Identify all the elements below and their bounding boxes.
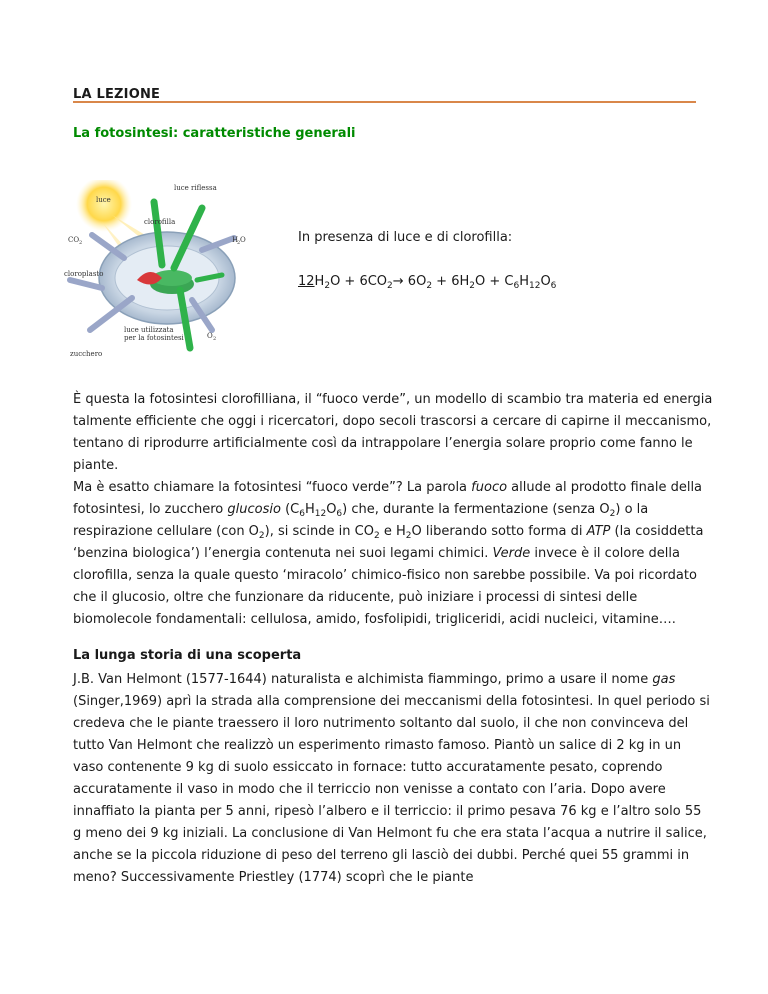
svg-text:luce utilizzata: luce utilizzata [124, 326, 174, 334]
paragraph-van-helmont: J.B. Van Helmont (1577-1644) naturalista e alchimista fiammingo, primo a usare il nome gas (Singer,1969) aprì la strada alla comprensione dei meccanismi della fotosintesi. In quel periodo si credeva che le piante traessero il loro nutrimento soltanto dal suolo, il che non convinceva del tutto Van Helmont che realizzò un esperimento rimasto famoso. Piantò un salice di 2 kg in un vaso contenente 9 kg di suolo essiccato in fornace: tutto accuratamente pesato, coprendo accuratamente il vaso in modo che il terriccio non venisse a contato con l’aria. Dopo avere innaffiato la pianta per 5 anni, ripesò l’albero e il terriccio: il primo pesava 76 kg e l’altro solo 55 g meno dei 9 kg iniziali. La conclusione di Van Helmont fu che era stata l’acqua a nutrire il salice, anche se la piccola riduzione di peso del terreno gli lasciò dei dubbi. Perché quei 55 grammi in meno? Successivamente Priestley (1774) scoprì che le piante [73, 672, 710, 885]
title-divider [73, 101, 696, 103]
svg-text:2: 2 [79, 240, 83, 246]
svg-text:O: O [240, 236, 246, 244]
svg-text:zucchero: zucchero [70, 350, 103, 358]
svg-text:2: 2 [237, 240, 241, 246]
svg-text:clorofilla: clorofilla [144, 218, 176, 226]
photosynthesis-equation: $12H_2O + 6CO_2\to 6O_2 + 6H_2O + C_6H_{12}O_6$ [298, 274, 557, 291]
paragraph-fuoco-verde: È questa la fotosintesi clorofilliana, il “fuoco verde”, un modello di scambio tra materia ed energia talmente efficiente che oggi i ricercatori, dopo secoli trascorsi a cercare di capirne il meccanismo, tentano di riprodurre artificialmente così da intrappolare l’energia solare proprio come fanno le piante. [73, 392, 713, 473]
svg-text:per la fotosintesi: per la fotosintesi [124, 334, 184, 342]
svg-text:H: H [232, 236, 239, 244]
svg-text:O: O [207, 332, 213, 340]
subtitle: La fotosintesi: caratteristiche generali [73, 126, 356, 141]
svg-text:cloroplasto: cloroplasto [64, 270, 104, 278]
equation-intro: In presenza di luce e di clorofilla: [298, 230, 513, 245]
section-title: LA LEZIONE [73, 87, 161, 102]
svg-text:CO: CO [68, 236, 80, 244]
photosynthesis-diagram [62, 180, 257, 360]
svg-text:luce riflessa: luce riflessa [174, 184, 217, 192]
svg-text:luce: luce [96, 196, 111, 204]
svg-text:2: 2 [213, 336, 217, 342]
paragraph-glucosio: Ma è esatto chiamare la fotosintesi “fuoco verde”? La parola fuoco allude al prodotto finale della fotosintesi, lo zucchero glucosio $(C_6H_{12}O_6)$ che, durante la fermentazione (senza $O_2$) o la respirazione cellulare (con $O_2$), si scinde in $CO_2$ e $H_2O$ liberando sotto forma di ATP (la cosiddetta ‘benzina biologica’) l’energia contenuta nei suoi legami chimici. Verde invece è il colore della clorofilla, senza la quale questo ‘miracolo’ chimico-fisico non sarebbe possibile. Va poi ricordato che il glucosio, oltre che funzionare da riducente, può iniziare i processi di sintesi delle biomolecole fondamentali: cellulosa, amido, fosfolipidi, trigliceridi, acidi nucleici, vitamine…. [73, 480, 704, 627]
section-heading-storia: La lunga storia di una scoperta [73, 648, 302, 663]
